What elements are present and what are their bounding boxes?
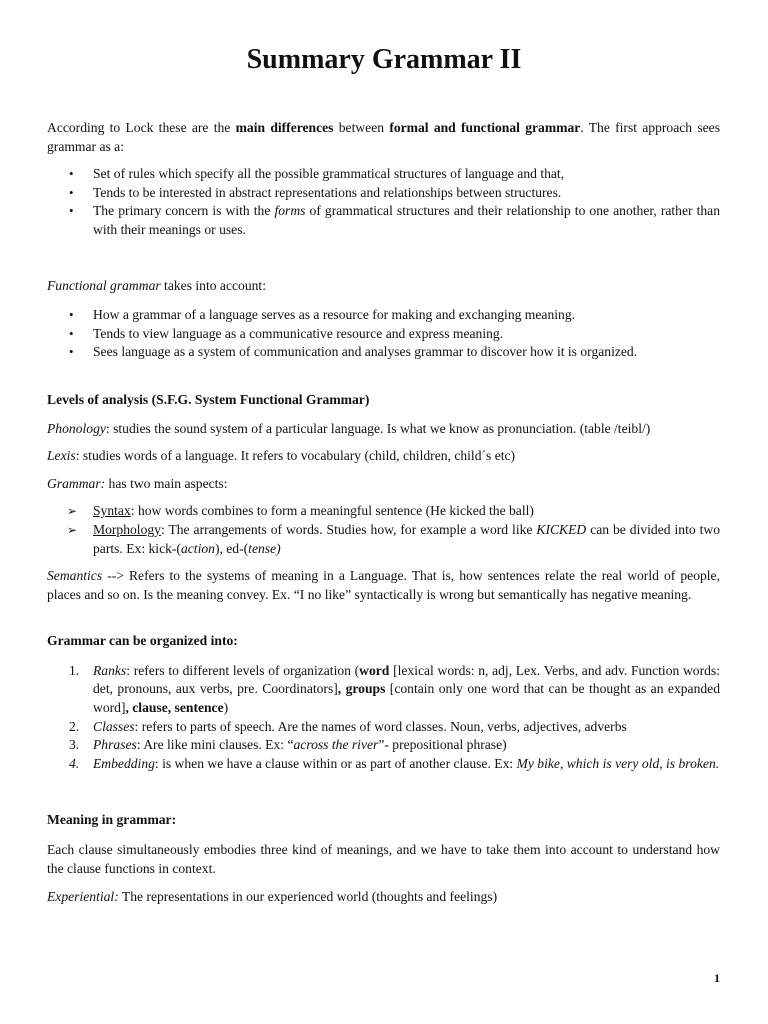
- grammar-aspects-list: [47, 502, 720, 558]
- intro-paragraph: [47, 119, 720, 156]
- list-item: [47, 502, 720, 521]
- meaning-paragraph: Each clause simultaneously embodies three kind of meanings, and we have to take them into account to understand how the clause functions in context.: [47, 842, 720, 876]
- page-title: Summary Grammar II: [246, 44, 522, 75]
- ranks-label: Ranks: [93, 662, 127, 678]
- intro-text: . The first approach sees grammar as a:: [47, 120, 720, 154]
- list-item: • Sees language as a system of communication and analyses grammar to discover how it is organized.: [47, 343, 720, 362]
- ranks-text: [contain only one word that can be thought as an expanded word]: [93, 681, 721, 716]
- classes-text: : refers to parts of speech. Are the names of word classes. Noun, verbs, adjectives, adverbs: [134, 718, 627, 734]
- morphology-italic: action: [180, 540, 215, 556]
- phrases-italic: across the river: [293, 737, 379, 753]
- organized-heading: Grammar can be organized into:: [47, 633, 238, 649]
- grammar-text: has two main aspects:: [105, 475, 228, 491]
- lexis-paragraph: [47, 447, 720, 466]
- morphology-text: ), ed-(: [214, 540, 249, 556]
- grammar-paragraph: [47, 475, 720, 494]
- item-italic: forms: [274, 203, 306, 219]
- levels-heading: Levels of analysis (S.F.G. System Functional Grammar): [47, 391, 370, 407]
- syntax-label: Syntax: [93, 503, 131, 519]
- list-item: • How a grammar of a language serves as a resource for making and exchanging meaning.: [47, 306, 720, 325]
- list-item: • Tends to be interested in abstract representations and relationships between structures.: [47, 184, 720, 203]
- list-item: [47, 662, 720, 718]
- phonology-text: : studies the sound system of a particular language. Is what we know as pronunciation. (table /teibl/): [105, 420, 651, 436]
- list-item: • Set of rules which specify all the possible grammatical structures of language and that,: [47, 165, 720, 184]
- morphology-text: can be divided into two parts. Ex: kick-(: [93, 521, 720, 556]
- experiential-paragraph: [47, 888, 720, 907]
- list-item: [47, 736, 720, 755]
- intro-bold-differences: main differences: [235, 120, 334, 135]
- semantics-paragraph: [47, 567, 720, 604]
- functional-grammar-list: [47, 306, 720, 362]
- grammar-label: Grammar:: [47, 475, 106, 491]
- lexis-text: : studies words of a language. It refers to vocabulary (child, children, child´s etc): [75, 448, 516, 464]
- embedding-text: : is when we have a clause within or as part of another clause. Ex:: [154, 755, 517, 771]
- ranks-bold: , groups: [337, 681, 386, 697]
- experiential-text: The representations in our experienced world (thoughts and feelings): [118, 889, 498, 905]
- list-item: [47, 755, 720, 774]
- list-item: [47, 202, 720, 239]
- functional-grammar-text: takes into account:: [160, 277, 266, 293]
- classes-label: Classes: [93, 718, 135, 734]
- phrases-text: ”- prepositional phrase): [378, 737, 507, 753]
- morphology-text: : The arrangements of words. Studies how, for example a word like: [160, 521, 537, 537]
- phrases-text: : Are like mini clauses. Ex: “: [136, 737, 294, 753]
- intro-text: between: [333, 120, 390, 135]
- semantics-label: Semantics: [47, 568, 103, 584]
- phonology-paragraph: [47, 420, 720, 439]
- morphology-italic: KICKED: [536, 521, 587, 537]
- lexis-label: Lexis: [47, 448, 76, 464]
- list-number: 1.: [69, 662, 80, 678]
- list-number: 2.: [69, 718, 80, 734]
- item-text: of grammatical structures and their relationship to one another, rather than with their meanings or uses.: [93, 203, 720, 237]
- intro-text: According to Lock these are the: [47, 120, 236, 135]
- list-number: 3.: [69, 737, 80, 753]
- formal-grammar-list: [47, 165, 720, 239]
- meaning-heading: Meaning in grammar:: [47, 812, 177, 828]
- list-number: 4.: [69, 755, 80, 771]
- page-number: 1: [714, 971, 720, 985]
- experiential-label: Experiential:: [47, 889, 119, 905]
- syntax-text: : how words combines to form a meaningful sentence (He kicked the ball): [130, 503, 534, 519]
- phrases-label: Phrases: [93, 737, 137, 753]
- functional-grammar-label: Functional grammar: [47, 277, 161, 293]
- ranks-text: [lexical words: n, adj, Lex. Verbs, and adv. Function words: det, pronouns, aux verbs, pre. Coordinators]: [93, 662, 720, 697]
- intro-bold-formal-functional: formal and functional grammar: [389, 120, 581, 135]
- ranks-bold: word: [359, 662, 390, 678]
- organized-list: [47, 662, 720, 774]
- ranks-text: ): [223, 700, 229, 716]
- morphology-label: Morphology: [93, 521, 161, 537]
- item-text: The primary concern is with the: [93, 203, 275, 219]
- ranks-text: : refers to different levels of organization (: [126, 662, 360, 678]
- functional-grammar-paragraph: [47, 277, 720, 296]
- list-item: [47, 718, 720, 737]
- morphology-italic: tense): [248, 540, 281, 556]
- embedding-label: Embedding: [93, 755, 155, 771]
- embedding-italic: My bike, which is very old, is broken.: [516, 755, 720, 771]
- ranks-bold: , clause, sentence: [125, 700, 224, 716]
- document-body: [47, 119, 720, 907]
- semantics-text: --> Refers to the systems of meaning in a Language. That is, how sentences relate the real world of people, places and so on. Is the meaning convey. Ex. “I no like” syntactically is wrong but semantically has negative meaning.: [47, 568, 720, 602]
- phonology-label: Phonology: [47, 420, 106, 436]
- list-item: • Tends to view language as a communicative resource and express meaning.: [47, 325, 720, 344]
- list-item: [47, 521, 720, 558]
